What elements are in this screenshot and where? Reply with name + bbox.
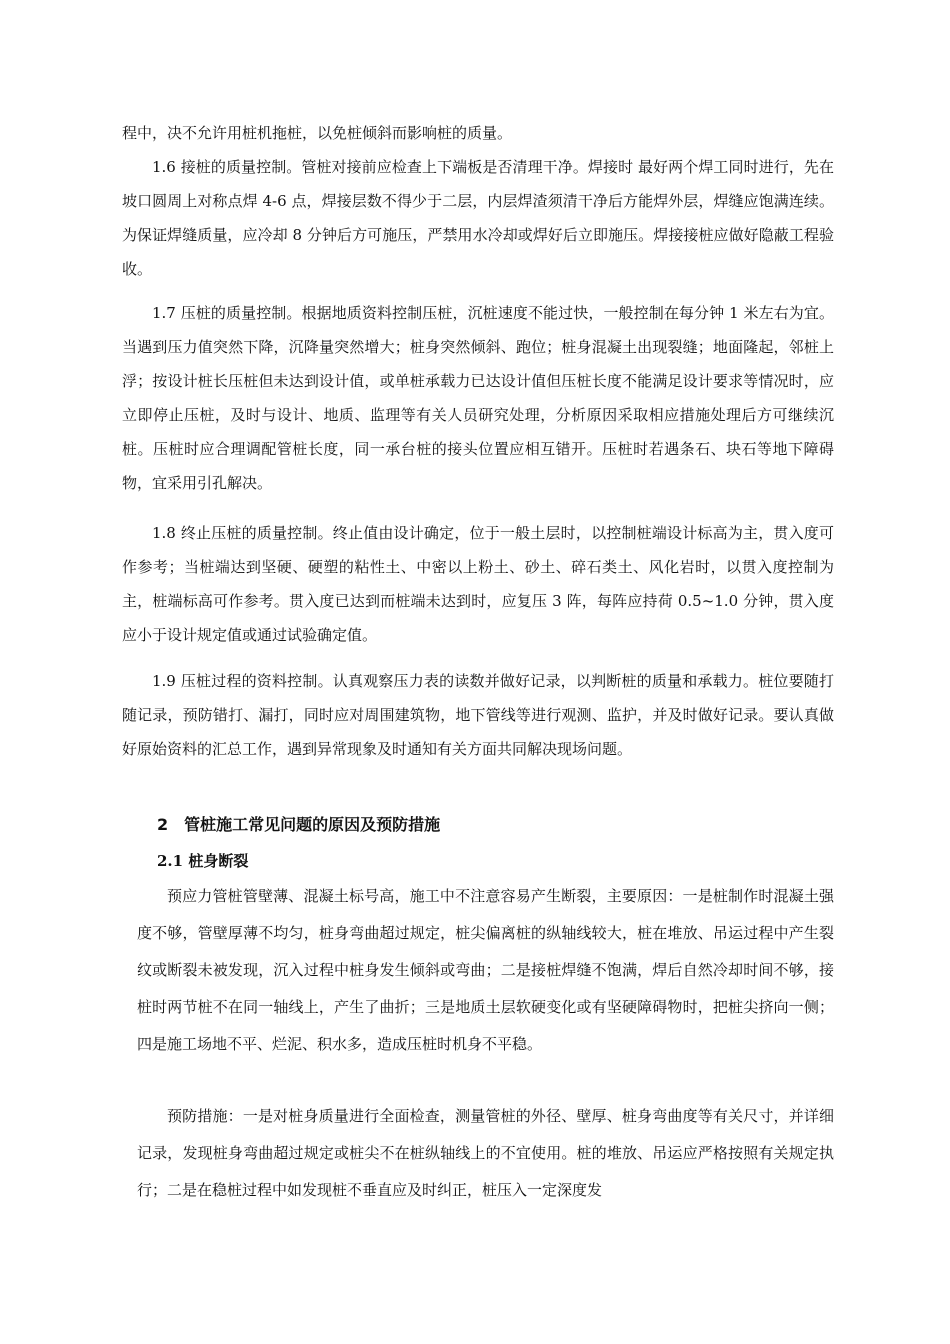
section-2-1-heading: 2.1 桩身断裂 xyxy=(157,852,249,870)
paragraph-1-8: 1.8 终止压桩的质量控制。终止值由设计确定，位于一般土层时，以控制桩端设计标高为主，贯入度可作参考；当桩端达到坚硬、硬塑的粘性土、中密以上粉土、砂土、碎石类土、风化岩时，以贯入度控制为主，桩端标高可作参考。贯入度已达到而桩端未达到时，应复压 3 阵，每阵应持荷 0.5~1.0 分钟，贯入度应小于设计规定值或通过试验确定值。 xyxy=(122,524,834,644)
paragraph-1-6: 1.6 接桩的质量控制。管桩对接前应检查上下端板是否清理干净。焊接时 最好两个焊工同时进行，先在坡口圆周上对称点焊 4-6 点，焊接层数不得少于二层，内层焊渣须清干净后方能焊外层，焊缝应饱满连续。为保证焊缝质量，应冷却 8 分钟后方可施压，严禁用水冷却或焊好后立即施压。焊接接桩应做好隐蔽工程验收。 xyxy=(122,158,834,278)
paragraph-2-1-cause: 预应力管桩管壁薄、混凝土标号高，施工中不注意容易产生断裂，主要原因：一是桩制作时混凝土强度不够，管壁厚薄不均匀，桩身弯曲超过规定，桩尖偏离桩的纵轴线较大，桩在堆放、吊运过程中产生裂纹或断裂未被发现，沉入过程中桩身发生倾斜或弯曲；二是接桩焊缝不饱满，焊后自然冷却时间不够，接桩时两节桩不在同一轴线上，产生了曲折；三是地质土层软硬变化或有坚硬障碍物时，把桩尖挤向一侧；四是施工场地不平、烂泥、积水多，造成压桩时机身不平稳。 xyxy=(137,887,834,1053)
paragraph-1-7: 1.7 压桩的质量控制。根据地质资料控制压桩，沉桩速度不能过快，一般控制在每分钟 1 米左右为宜。当遇到压力值突然下降，沉降量突然增大；桩身突然倾斜、跑位；桩身混凝土出现裂缝；地面隆起，邻桩上浮；按设计桩长压桩但未达到设计值，或单桩承载力已达设计值但压桩长度不能满足设计要求等情况时，应立即停止压桩，及时与设计、地质、监理等有关人员研究处理，分析原因采取相应措施处理后方可继续沉桩。压桩时应合理调配管桩长度，同一承台桩的接头位置应相互错开。压桩时若遇条石、块石等地下障碍物，宜采用引孔解决。 xyxy=(122,304,834,492)
paragraph-1-9: 1.9 压桩过程的资料控制。认真观察压力表的读数并做好记录，以判断桩的质量和承载力。桩位要随打随记录，预防错打、漏打，同时应对周围建筑物，地下管线等进行观测、监护，并及时做好记录。要认真做好原始资料的汇总工作，遇到异常现象及时通知有关方面共同解决现场问题。 xyxy=(122,672,834,758)
paragraph-continuation: 程中，决不允许用桩机拖桩，以免桩倾斜而影响桩的质量。 xyxy=(122,124,513,142)
paragraph-2-1-prevention: 预防措施：一是对桩身质量进行全面检查，测量管桩的外径、壁厚、桩身弯曲度等有关尺寸，并详细记录，发现桩身弯曲超过规定或桩尖不在桩纵轴线上的不宜使用。桩的堆放、吊运应严格按照有关规定执行；二是在稳桩过程中如发现桩不垂直应及时纠正，桩压入一定深度发 xyxy=(137,1107,834,1199)
section-2-heading: 2 管桩施工常见问题的原因及预防措施 xyxy=(157,815,441,834)
